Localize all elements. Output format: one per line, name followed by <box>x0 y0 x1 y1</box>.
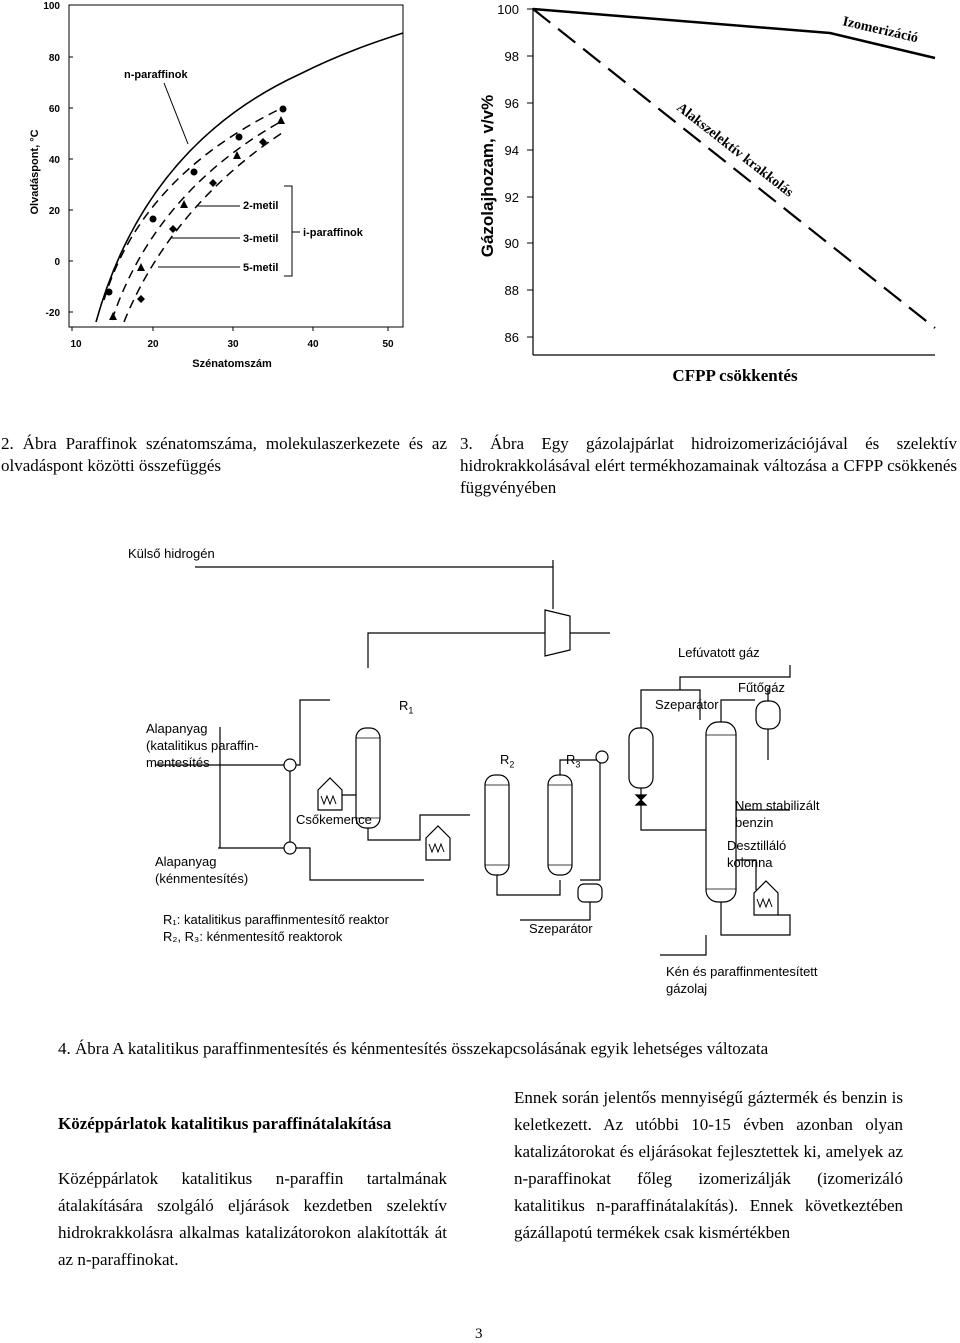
column-label-line: kolonna <box>727 855 773 870</box>
r2-label <box>500 752 514 770</box>
figure2-ytick: 60 <box>48 104 60 115</box>
r2-label-letter: R <box>500 752 510 767</box>
fuel-gas-label: Fűtőgáz <box>738 680 785 695</box>
distillation-column-label <box>727 837 786 871</box>
feed1-label-line: Alapanyag <box>146 721 208 736</box>
figure3-chart <box>478 2 935 385</box>
figure2-ytick: 20 <box>48 206 60 217</box>
figure2-ytick: 0 <box>54 257 60 268</box>
external-hydrogen-label: Külső hidrogén <box>128 546 215 561</box>
methyl2-point <box>106 289 113 296</box>
fuel-gas-drum <box>756 701 780 729</box>
i-paraffin-label: i-paraffinok <box>303 227 363 239</box>
column-label-line: Desztilláló <box>727 838 787 853</box>
figure2-xtick: 20 <box>147 339 159 350</box>
methyl3-point <box>277 116 285 124</box>
section-heading: Középpárlatok katalitikus paraffinátalakítása <box>58 1114 392 1133</box>
feed2-label <box>155 853 248 887</box>
feed1-label <box>146 720 258 771</box>
reactor-r2 <box>485 775 509 875</box>
feed1-label-line: mentesítés <box>146 755 210 770</box>
figure2-xtick: 10 <box>70 339 82 350</box>
recycle-gas-line <box>368 633 545 668</box>
control-valve <box>636 795 646 805</box>
top-separator <box>629 728 653 788</box>
feed2-label-line: Alapanyag <box>155 854 217 869</box>
right-column-text: Ennek során jelentős mennyiségű gáztermék és benzin is keletkezett. Az utóbbi 10-15 évben azonban olyan katalizátorokat és eljárásokat fejlesztettek ki, amelyek az n-paraffinokat főleg izomerizálják (izomerizáló katalitikus n-paraffinátalakítás). Ennek következtében gázállapotú termékek csak kismértékben <box>514 1088 903 1242</box>
furnace-2 <box>426 826 450 860</box>
page-number: 3 <box>475 1326 483 1342</box>
product-label-line: gázolaj <box>666 981 708 996</box>
r1-label-letter: R <box>399 698 409 713</box>
separator-top-label: Szeparátor <box>655 697 719 712</box>
figure2-caption: 2. Ábra Paraffinok szénatomszáma, molekulaszerkezete és az olvadáspont közötti összefüggés <box>1 434 447 475</box>
reactor-legend <box>163 911 389 945</box>
figure2-ytick: -20 <box>45 308 60 319</box>
figure2-ytick: 100 <box>43 1 60 12</box>
figure3-ytick: 88 <box>504 283 519 298</box>
methyl2-point <box>280 106 287 113</box>
feed2-label-line: (kénmentesítés) <box>155 871 249 886</box>
figure3-ytick: 86 <box>504 330 519 345</box>
compressor <box>545 610 570 656</box>
r3-label <box>566 752 580 770</box>
n-paraffin-pointer <box>164 83 188 144</box>
methyl3-point <box>109 312 117 320</box>
figure4-caption: 4. Ábra A katalitikus paraffinmentesítés és kénmentesítés összekapcsolásának egyik lehetséges változata <box>58 1039 769 1058</box>
distillation-column <box>706 722 736 902</box>
r1-label <box>399 698 413 716</box>
figure2-xlabel: Szénatomszám <box>192 358 272 370</box>
methyl2-point <box>150 216 157 223</box>
methyl3-point <box>137 263 145 271</box>
r3-label-sub: 3 <box>575 759 581 770</box>
separator-bottom-label: Szeparátor <box>529 921 593 936</box>
product-label <box>666 963 818 997</box>
figure3-ytick: 92 <box>504 190 519 205</box>
blown-gas-label: Lefúvatott gáz <box>678 645 760 660</box>
unstab-label-line: benzin <box>735 815 774 830</box>
methyl5-curve <box>124 133 282 322</box>
figure2-ytick: 80 <box>48 53 60 64</box>
product-label-line: Kén és paraffinmentesített <box>666 964 818 979</box>
isomerization-label: Izomerizáció <box>841 14 920 47</box>
r3-label-letter: R <box>566 752 576 767</box>
feed1-label-line: (katalitikus paraffin- <box>146 738 259 753</box>
methyl5-point <box>169 225 177 233</box>
reactor-legend-line: R₂, R₃: kénmentesítő reaktorok <box>163 929 343 944</box>
figure2-ylabel: Olvadáspont, °C <box>29 129 41 215</box>
figure2-xtick: 40 <box>307 339 319 350</box>
reactor-legend-line: R₁: katalitikus paraffinmentesítő reaktor <box>163 912 389 927</box>
reactor-r3 <box>548 775 572 875</box>
bottom-separator <box>578 884 602 902</box>
methyl2-label: 2-metil <box>243 200 279 212</box>
separator-pump <box>596 751 608 763</box>
tube-furnace-label: Csőkemence <box>296 812 372 827</box>
figure2-xtick: 30 <box>227 339 239 350</box>
r2-label-sub: 2 <box>509 759 515 770</box>
hydrogen-line <box>195 567 553 609</box>
figure3-ytick: 96 <box>504 96 519 111</box>
feed2-pump <box>284 842 296 854</box>
cracking-line <box>533 9 935 328</box>
unstab-label-line: Nem stabilizált <box>735 798 820 813</box>
i-paraffin-bracket <box>284 186 300 276</box>
figure3-xlabel: CFPP csökkentés <box>672 366 798 385</box>
figure3-ytick: 98 <box>504 49 519 64</box>
furnace-1-coil <box>321 796 336 804</box>
methyl3-label: 3-metil <box>243 233 279 245</box>
figure2-plot-frame <box>69 5 403 327</box>
methyl5-point <box>137 295 145 303</box>
figure2-xtick: 50 <box>382 339 394 350</box>
figure3-ytick: 90 <box>504 236 519 251</box>
figure3-ytick: 100 <box>497 2 519 17</box>
product-line <box>660 935 706 955</box>
r1-label-sub: 1 <box>408 705 414 716</box>
reboiler <box>754 881 778 915</box>
figure3-caption: 3. Ábra Egy gázolajpárlat hidroizomerizációjával és szelektív hidrokrakkolásával elért termékhozamainak változása a CFPP csökkenés függvényében <box>460 434 957 497</box>
left-column-text: Középpárlatok katalitikus n-paraffin tartalmának átalakítására szolgáló eljárások kezdetben szelektív hidrokrakkolásra alkalmas katalizátorokon alakították át az n-paraffinokat. <box>58 1169 447 1269</box>
figure2-chart <box>29 1 403 370</box>
furnace-2-coil <box>429 844 444 852</box>
cracking-label: Alakszelektív krakkolás <box>673 100 796 201</box>
feed1-pump <box>284 759 296 771</box>
figure2-ytick: 40 <box>48 155 60 166</box>
unstabilized-gasoline-label <box>735 797 820 831</box>
n-paraffin-label: n-paraffinok <box>124 69 188 81</box>
methyl2-point <box>191 169 198 176</box>
figure3-ylabel: Gázolajhozam, v/v% <box>478 94 497 258</box>
methyl2-point <box>236 134 243 141</box>
figure3-ytick: 94 <box>504 143 519 158</box>
methyl5-label: 5-metil <box>243 262 279 274</box>
